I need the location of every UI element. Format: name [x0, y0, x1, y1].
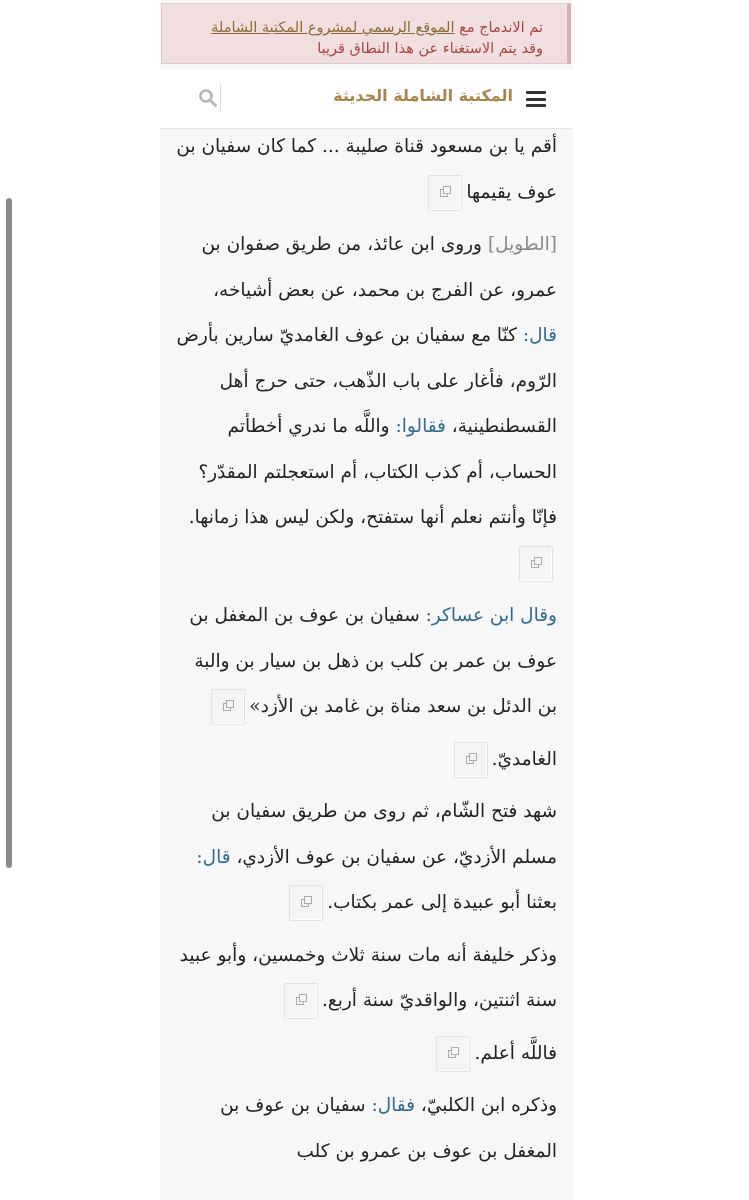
notice-line-1	[172, 18, 543, 39]
site-title[interactable]: المكتبة الشاملة الحديثة	[333, 86, 513, 105]
paragraph	[160, 933, 573, 1024]
copy-icon[interactable]	[454, 742, 488, 778]
copy-icon[interactable]	[284, 983, 318, 1019]
paragraph-text: كنّا مع سفيان بن عوف الغامديّ سارين بأرض الرّوم، فأغار على باب الذّهب، حتى حرج أهل القسطنطينية،	[176, 325, 557, 437]
copy-icon[interactable]	[436, 1036, 470, 1072]
said-label: قال:	[522, 325, 557, 346]
page-scrollbar[interactable]	[6, 198, 12, 868]
said-label: فقالوا:	[395, 416, 446, 437]
paragraph	[160, 789, 573, 926]
hamburger-icon[interactable]	[526, 91, 546, 107]
meter-label: [الطويل]	[487, 234, 557, 255]
said-label: وقال ابن عساكر:	[425, 605, 557, 626]
paragraph-text: وذكر خليفة أنه مات سنة ثلاث وخمسين، وأبو عبيد سنة اثنتين، والواقديّ سنة أربع.	[179, 944, 557, 1011]
merge-notice	[161, 3, 571, 64]
site-header	[160, 70, 573, 129]
copy-icon[interactable]	[428, 175, 462, 211]
paragraph-text: شهد فتح الشّام، ثم روى من طريق سفيان بن مسلم الأزديّ، عن سفيان بن عوف الأزدي،	[211, 801, 557, 868]
book-text	[160, 124, 573, 1174]
paragraph-text: واللَّه ما ندري أخطأتم الحساب، أم كذب الكتاب، أم استعجلتم المقدّر؟ فإنّا وأنتم نعلم أنها ستفتح، ولكن ليس هذا زمانها.	[188, 416, 557, 528]
paragraph	[160, 124, 573, 215]
paragraph-text: وذكره ابن الكلبيّ،	[415, 1095, 557, 1116]
paragraph-text: سفيان بن عوف بن المغفل بن عوف بن عمر بن كلب بن ذهل بن سيار بن والبة بن الدئل بن سعد مناة بن غامد بن الأزد»	[189, 605, 557, 717]
said-label: فقال:	[371, 1095, 416, 1116]
verse-text: أقم يا بن مسعود قناة صليبة ... كما كان سفيان بن عوف يقيمها	[176, 136, 557, 203]
paragraph-text: الغامديّ.	[491, 748, 557, 770]
search-icon[interactable]	[198, 88, 218, 108]
header-divider	[220, 84, 221, 112]
notice-prefix: تم الاندماج مع	[454, 20, 543, 36]
copy-icon[interactable]	[519, 546, 553, 582]
paragraph-text: بعثنا أبو عبيدة إلى عمر بكتاب.	[327, 892, 557, 913]
said-label: قال:	[196, 846, 231, 868]
mobile-page	[160, 0, 573, 1200]
notice-line-2: وقد يتم الاستغناء عن هذا النطاق قريبا	[317, 41, 543, 57]
paragraph-text: سفيان بن عوف بن المغفل بن عوف بن عمرو بن كلب	[220, 1095, 557, 1162]
paragraph-text: فاللَّه أعلم.	[474, 1042, 557, 1064]
paragraph	[160, 593, 573, 730]
copy-icon[interactable]	[211, 689, 245, 725]
paragraph-text: وروى ابن عائذ، من طريق صفوان بن عمرو، عن الفرج بن محمد، عن بعض أشياخه،	[201, 234, 557, 301]
paragraph	[160, 1083, 573, 1174]
copy-icon[interactable]	[289, 885, 323, 921]
paragraph	[160, 222, 573, 586]
paragraph	[160, 1031, 573, 1077]
official-site-link[interactable]: الموقع الرسمي لمشروع المكتبة الشاملة	[211, 20, 455, 36]
paragraph	[160, 737, 573, 783]
